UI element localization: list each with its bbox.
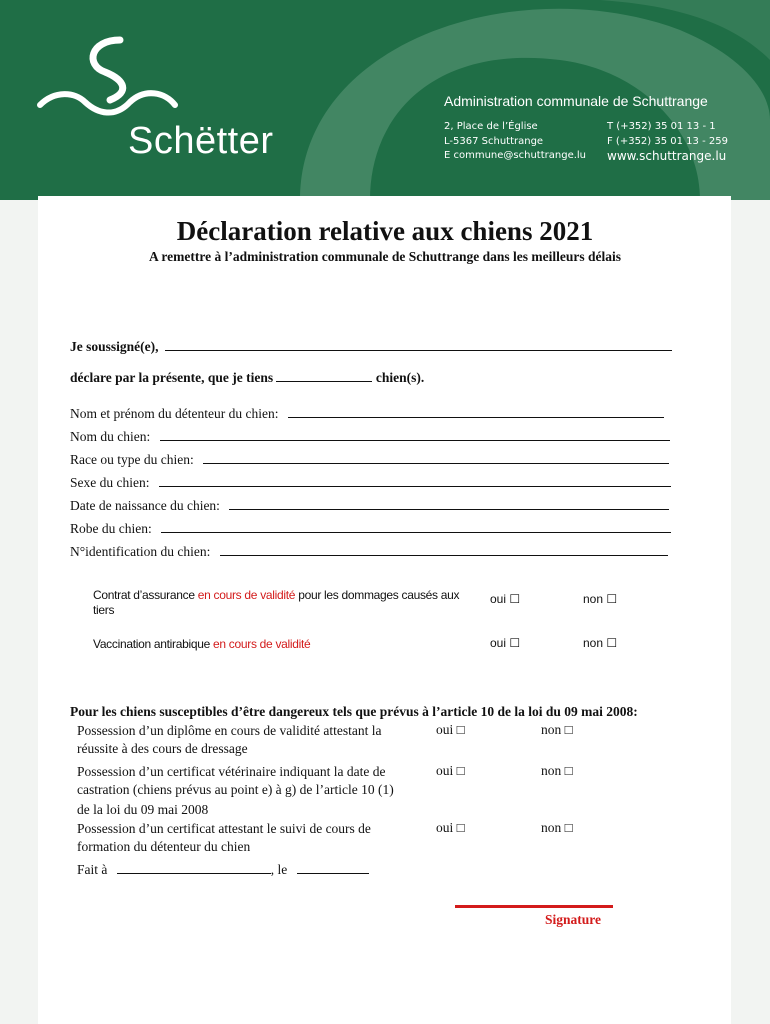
item-text: Possession d’un certificat vétérinaire indiquant la date de	[77, 764, 386, 779]
address-line: 2, Place de l’Église	[444, 121, 538, 132]
item-text: Possession d’un certificat attestant le suivi de cours de	[77, 821, 371, 836]
castration-no-checkbox[interactable]: non □	[541, 763, 573, 778]
insurance-yes-checkbox[interactable]: oui ☐	[490, 592, 521, 606]
field-blank[interactable]	[159, 474, 671, 487]
field-label: N°identification du chien:	[70, 544, 211, 559]
form-sheet	[38, 196, 731, 1024]
insurance-line-2: tiers	[93, 603, 115, 617]
insurance-line	[93, 588, 459, 602]
undersigned-row	[70, 338, 672, 355]
field-label: Nom du chien:	[70, 429, 151, 444]
dog-count-blank[interactable]	[276, 369, 372, 382]
training-yes-checkbox[interactable]: oui □	[436, 820, 465, 835]
page-subtitle: A remettre à l’administration communale de Schuttrange dans les meilleurs délais	[149, 249, 621, 264]
insurance-text: Contrat d’assurance	[93, 588, 195, 602]
vaccination-text: Vaccination antirabique	[93, 637, 210, 651]
date-label: , le	[270, 862, 288, 877]
field-dog-name	[70, 428, 670, 445]
field-label: Robe du chien:	[70, 521, 152, 536]
training-item	[77, 820, 417, 856]
vaccination-line	[93, 637, 310, 651]
letterhead	[0, 0, 770, 200]
diploma-yes-checkbox[interactable]: oui □	[436, 722, 465, 737]
declare-row	[70, 369, 424, 386]
field-coat	[70, 520, 671, 537]
signature-label: Signature	[545, 912, 602, 927]
page-title: Déclaration relative aux chiens 2021	[176, 216, 594, 246]
field-sex	[70, 474, 671, 491]
address-line: L-5367 Schuttrange	[444, 135, 544, 147]
vaccination-yes-checkbox[interactable]: oui ☐	[490, 636, 521, 650]
field-birthdate	[70, 497, 669, 514]
field-blank[interactable]	[160, 428, 670, 441]
insurance-text-suffix: pour les dommages causés aux	[298, 588, 460, 602]
organization-title: Administration communale de Schuttrange	[444, 93, 708, 109]
phone-number: T (+352) 35 01 13 - 1	[607, 121, 716, 132]
training-no-checkbox[interactable]: non □	[541, 820, 573, 835]
signature-line[interactable]	[455, 905, 613, 908]
field-owner-name	[70, 405, 664, 422]
castration-yes-checkbox[interactable]: oui □	[436, 763, 465, 778]
field-label: Race ou type du chien:	[70, 452, 194, 467]
castration-item	[77, 763, 427, 819]
brand-name: Schëtter	[128, 120, 274, 162]
email-line[interactable]: E commune@schuttrange.lu	[444, 150, 587, 161]
field-label: Date de naissance du chien:	[70, 498, 220, 513]
insurance-no-checkbox[interactable]: non ☐	[583, 592, 618, 606]
website-link[interactable]: www.schuttrange.lu	[607, 149, 727, 163]
item-text: formation du détenteur du chien	[77, 839, 251, 854]
undersigned-blank[interactable]	[165, 338, 672, 351]
place-blank[interactable]	[117, 861, 271, 874]
diploma-no-checkbox[interactable]: non □	[541, 722, 573, 737]
field-blank[interactable]	[161, 520, 671, 533]
declare-suffix: chien(s).	[375, 370, 425, 385]
field-blank[interactable]	[220, 543, 668, 556]
field-label: Sexe du chien:	[70, 475, 150, 490]
dangerous-heading: Pour les chiens susceptibles d’être dangereux tels que prévus à l’article 10 de la loi du 09 mai 2008:	[70, 704, 638, 719]
address-block	[444, 120, 586, 164]
fax-number: F (+352) 35 01 13 - 259	[607, 135, 728, 147]
item-text: Possession d’un diplôme en cours de validité attestant la	[77, 723, 382, 738]
item-text: de la loi du 09 mai 2008	[77, 802, 209, 817]
undersigned-label: Je soussigné(e),	[70, 339, 159, 354]
field-blank[interactable]	[229, 497, 669, 510]
vaccination-no-checkbox[interactable]: non ☐	[583, 636, 618, 650]
field-breed	[70, 451, 669, 468]
field-identification	[70, 543, 668, 560]
diploma-item	[77, 722, 417, 758]
field-label: Nom et prénom du détenteur du chien:	[70, 406, 279, 421]
date-blank[interactable]	[297, 861, 369, 874]
field-blank[interactable]	[288, 405, 664, 418]
phone-block	[607, 120, 728, 164]
place-label: Fait à	[77, 862, 108, 877]
item-text: castration (chiens prévus au point e) à g) de l’article 10 (1)	[77, 782, 394, 797]
declare-prefix: déclare par la présente, que je tiens	[70, 370, 274, 385]
vaccination-highlight: en cours de validité	[213, 637, 311, 651]
field-blank[interactable]	[203, 451, 669, 464]
item-text: réussite à des cours de dressage	[77, 741, 248, 756]
place-date-row	[77, 861, 369, 878]
insurance-highlight: en cours de validité	[197, 588, 296, 602]
